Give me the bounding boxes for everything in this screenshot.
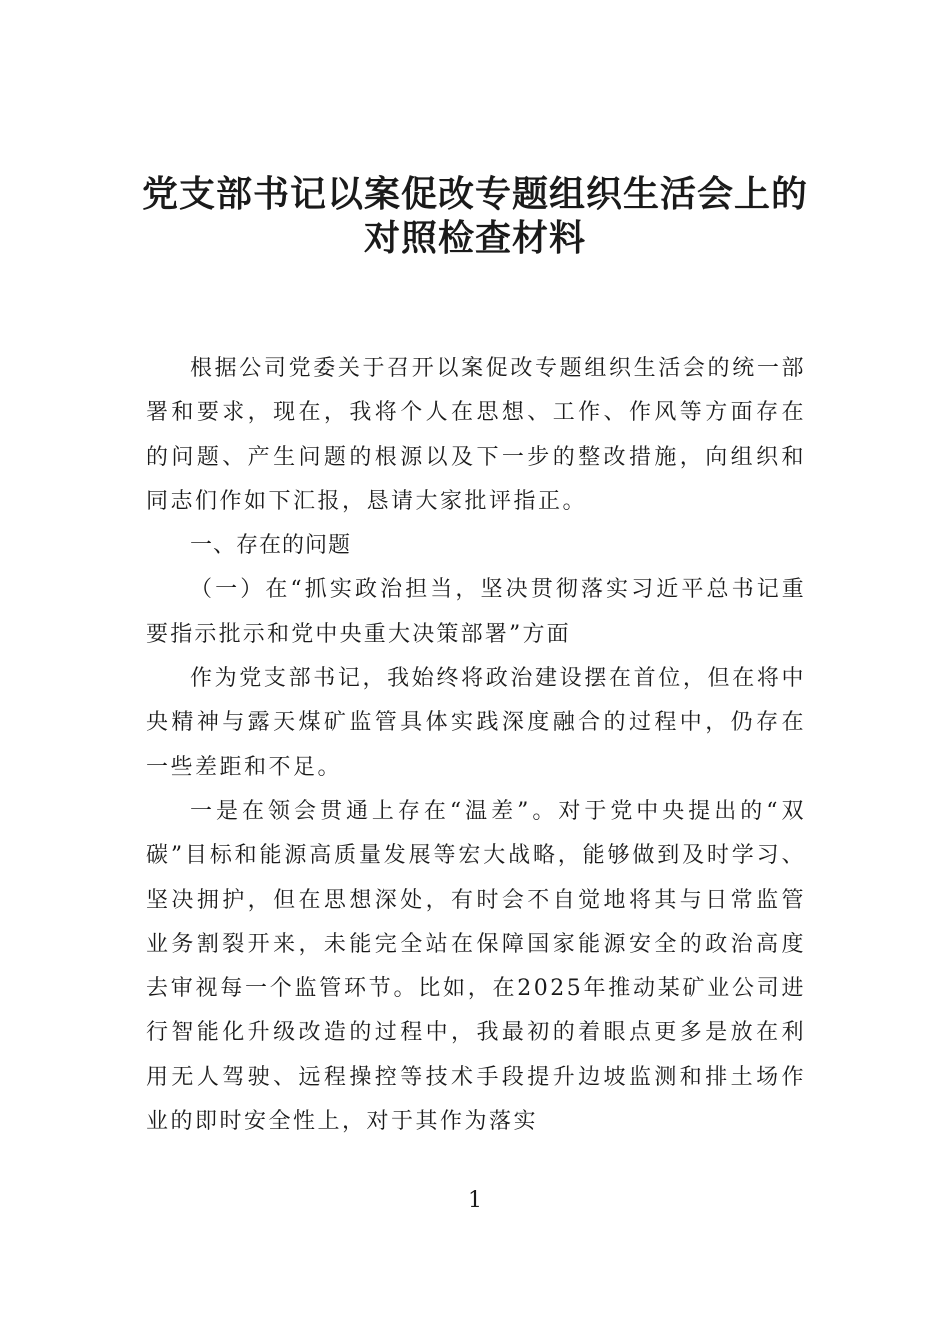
subsection-heading: （一）在“抓实政治担当，坚决贯彻落实习近平总书记重要指示批示和党中央重大决策部署”方面	[146, 577, 806, 647]
document-title-line-1: 党支部书记以案促改专题组织生活会上的	[141, 173, 808, 215]
section-heading: 一、存在的问题	[190, 533, 352, 559]
intro-paragraph: 根据公司党委关于召开以案促改专题组织生活会的统一部署和要求，现在，我将个人在思想、工作、作风等方面存在的问题、产生问题的根源以及下一步的整改措施，向组织和同志们作如下汇报，恳请大家批评指正。	[146, 356, 806, 514]
document-title-line-2: 对照检查材料	[363, 217, 586, 259]
body-paragraph: 作为党支部书记，我始终将政治建设摆在首位，但在将中央精神与露天煤矿监管具体实践深度融合的过程中，仍存在一些差距和不足。	[146, 666, 806, 780]
document-body	[146, 347, 806, 1144]
page-number: 1	[468, 1188, 482, 1213]
body-paragraph: 一是在领会贯通上存在“温差”。对于党中央提出的“双碳”目标和能源高质量发展等宏大战略，能够做到及时学习、坚决拥护，但在思想深处，有时会不自觉地将其与日常监管业务割裂开来，未能完全站在保障国家能源安全的政治高度去审视每一个监管环节。比如，在2025年推动某矿业公司进行智能化升级改造的过程中，我最初的着眼点更多是放在利用无人驾驶、远程操控等技术手段提升边坡监测和排土场作业的即时安全性上，对于其作为落实	[146, 798, 806, 1135]
